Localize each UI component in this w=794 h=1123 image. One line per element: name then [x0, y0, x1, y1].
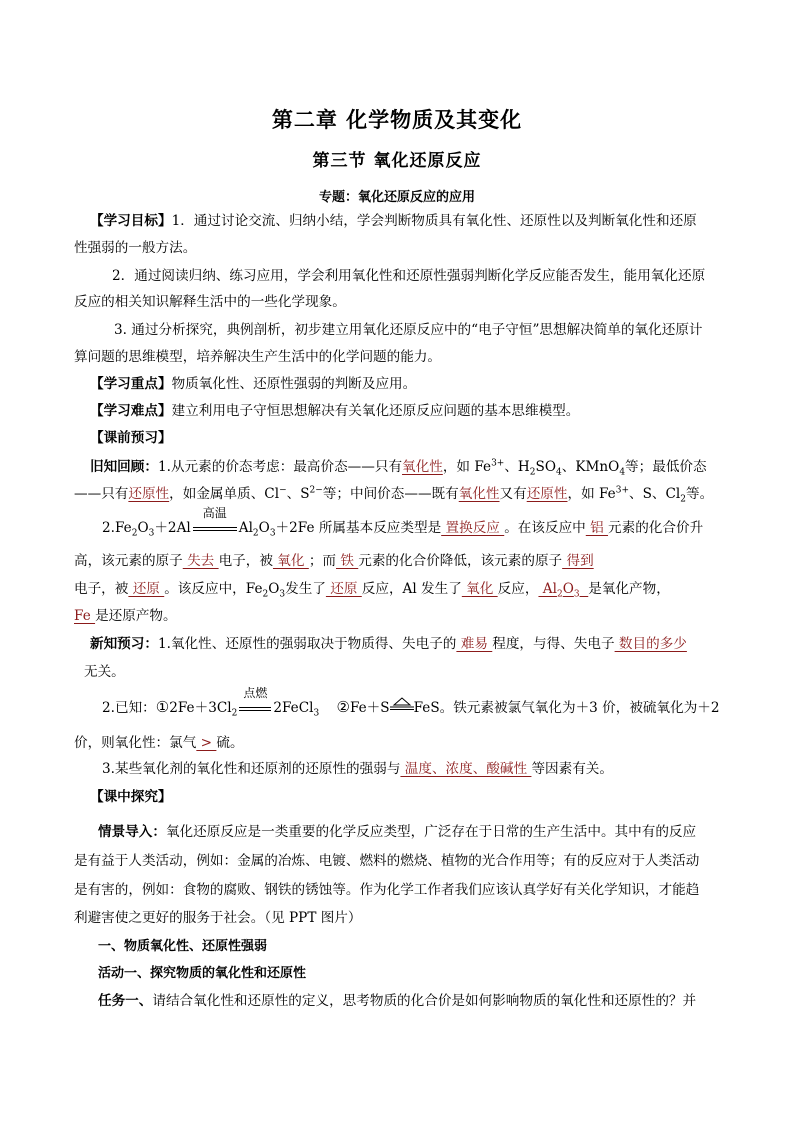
goal-1-line-2: 性强弱的一般方法。	[74, 240, 197, 256]
answer-reducing: 还原性	[128, 486, 170, 502]
question-2-line-1: $2.Fe_2O_3+2Al$ 高温 $Al_2O_3+2Fe$ 所属基本反应类型是 置换反应 。在该反应中 铝 元素的化合价升	[102, 506, 704, 539]
intro-line-3: 是有害的，例如：食物的腐败、钢铁的锈蚀等。作为化学工作者我们应该认真学好有关化学知识，才能趋	[74, 882, 700, 898]
preview-heading: 【课前预习】	[90, 430, 172, 446]
activity-1-heading: 活动一、探究物质的氧化性和还原性	[98, 966, 307, 981]
new-1-line-2: 无关。	[84, 664, 125, 680]
goal-3-line-1: 3. 通过分析探究，典例剖析，初步建立用氧化还原反应中的“电子守恒”思想解决简单的氧化还原计	[114, 322, 703, 338]
goals-label: 【学习目标】	[90, 213, 172, 229]
review-line-1: 旧知回顾：1.从元素的价态考虑：最高价态——只有氧化性，如 $Fe^{3+}$、$H_2SO_4$、KMnO$_4$等；最低价态	[90, 458, 707, 478]
task-1-line: 任务一、请结合氧化性和还原性的定义，思考物质的化合价是如何影响物质的氧化性和还原性的？并	[98, 993, 697, 1009]
new-2-line-2: 价，则氧化性：氯气 > 硫。	[74, 735, 244, 751]
question-2-line-2: 高，该元素的原子 失去 电子，被 氧化 ；而 铁 元素的化合价降低，该元素的原子 得到	[74, 553, 594, 569]
question-2-line-3: 电子，被 还原 。该反应中，$Fe_2O_3$发生了 还原 反应，Al 发生了 氧化 反应， $Al_2O_3$ 是氧化产物，	[74, 581, 670, 600]
reaction-condition-ignite: 点燃	[239, 698, 271, 718]
section-title: 第三节 氧化还原反应	[312, 151, 482, 171]
new-1-line-1: 新知预习：1.氧化性、还原性的强弱取决于物质得、失电子的 难易 程度，与得、失电子 数目的多少	[90, 636, 687, 652]
explore-heading: 【课中探究】	[90, 789, 172, 805]
reaction-condition-high-temp: 高温	[193, 518, 237, 538]
new-3-line: 3.某些氧化剂的氧化性和还原剂的还原性的强弱与 温度、浓度、酸碱性 等因素有关。	[102, 761, 613, 777]
heating-triangle-icon	[390, 703, 414, 715]
difficulty-line: 【学习难点】建立利用电子守恒思想解决有关氧化还原反应问题的基本思维模型。	[90, 403, 580, 419]
difficulty-label: 【学习难点】	[90, 403, 172, 419]
answer-displacement: 置换反应	[441, 520, 505, 536]
focus-label: 【学习重点】	[90, 376, 172, 392]
goal-2-line-1: 2．通过阅读归纳、练习应用，学会利用氧化性和还原性强弱判断化学反应能否发生，能用氧化还原	[112, 268, 706, 284]
focus-line: 【学习重点】物质氧化性、还原性强弱的判断及应用。	[90, 376, 417, 392]
review-line-2: ——只有还原性，如金属单质、Cl−、$S^{2-}$等；中间价态——既有氧化性又有还原性，如 $Fe^{3+}$、S、$Cl_2$等。	[74, 485, 714, 505]
goal-2-line-2: 反应的相关知识解释生活中的一些化学现象。	[74, 294, 346, 310]
heading-1: 一、物质氧化性、还原性强弱	[98, 939, 268, 954]
goal-3-line-2: 算问题的思维模型，培养解决生产生活中的化学问题的能力。	[74, 349, 442, 365]
intro-line-1: 情景导入：氧化还原反应是一类重要的化学反应类型，广泛存在于日常的生产生活中。其中有的反应	[98, 824, 697, 840]
topic-title: 专题：氧化还原反应的应用	[318, 190, 475, 205]
intro-line-4: 利避害使之更好的服务于社会。（见 PPT 图片）	[74, 910, 362, 926]
answer-oxidizing: 氧化性	[402, 459, 443, 475]
goal-1-line-1: 【学习目标】1．通过讨论交流、归纳小结，学会判断物质具有氧化性、还原性以及判断氧化性和还原	[90, 213, 697, 229]
intro-line-2: 是有益于人类活动，例如：金属的冶炼、电镀、燃料的燃烧、植物的光合作用等；有的反应对于人类活动	[74, 853, 700, 869]
new-2-line-1: 2.已知：$①2Fe+3Cl_2$ 点燃 2FeCl$_3$ ②Fe＋S FeS。铁元素被氯气氧化为＋3 价，被硫氧化为＋2	[102, 686, 720, 719]
question-2-line-4: Fe 是还原产物。	[74, 608, 177, 624]
chapter-title: 第二章 化学物质及其变化	[271, 108, 523, 132]
answer-aluminum: 铝	[585, 520, 609, 536]
